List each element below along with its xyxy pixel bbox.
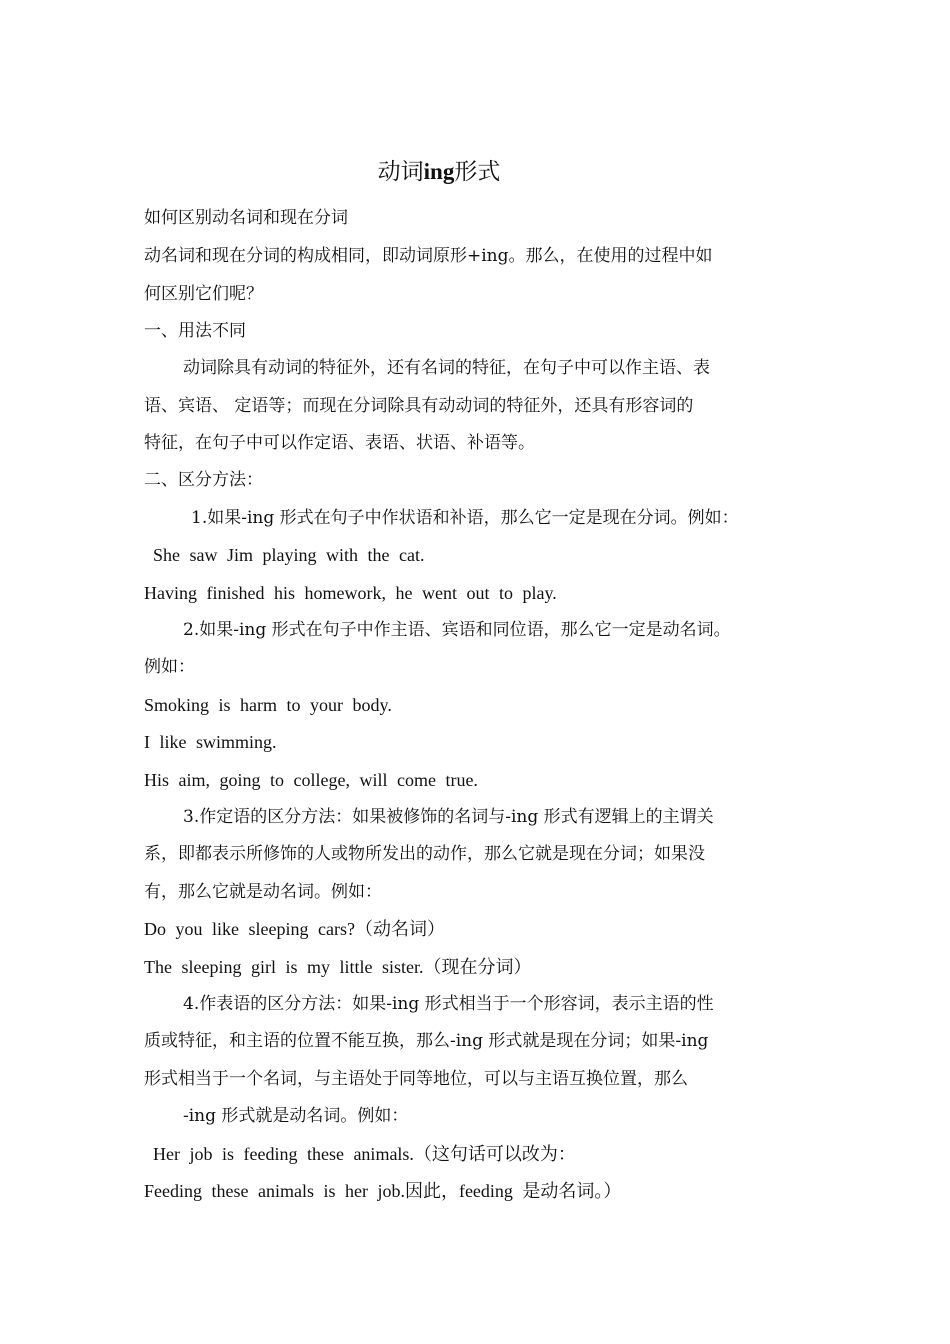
example-sentence: Feeding these animals is her job.因此，feeding 是动名词。）: [144, 1181, 622, 1201]
title-suffix: 形式: [454, 159, 501, 185]
paragraph-line: 特征，在句子中可以作定语、表语、状语、补语等。: [144, 433, 535, 453]
rule-line: 4.作表语的区分方法：如果-ing 形式相当于一个形容词，表示主语的性: [183, 994, 714, 1014]
example-sentence: She saw Jim playing with the cat.: [153, 545, 425, 565]
section-heading: 一、用法不同: [144, 321, 246, 341]
section-heading: 二、区分方法：: [144, 470, 263, 490]
rule-line: 1.如果-ing 形式在句子中作状语和补语，那么它一定是现在分词。例如：: [191, 508, 739, 528]
example-sentence: Do you like sleeping cars?（动名词）: [144, 919, 445, 939]
document-title: [0, 155, 878, 189]
rule-line: 3.作定语的区分方法：如果被修饰的名词与-ing 形式有逻辑上的主谓关: [183, 807, 714, 827]
paragraph-line: 动词除具有动词的特征外，还有名词的特征，在句子中可以作主语、表: [183, 358, 710, 378]
example-sentence: The sleeping girl is my little sister.（现在分词）: [144, 957, 532, 977]
paragraph-line: 质或特征，和主语的位置不能互换，那么-ing 形式就是现在分词；如果-ing: [144, 1031, 709, 1051]
example-sentence: Her job is feeding these animals.（这句话可以改为：: [153, 1144, 576, 1164]
title-prefix: 动词: [377, 159, 424, 185]
example-sentence: Smoking is harm to your body.: [144, 695, 392, 715]
title-bold: ing: [423, 159, 455, 184]
example-sentence: Having finished his homework, he went out to play.: [144, 583, 557, 603]
paragraph-line: 形式相当于一个名词，与主语处于同等地位，可以与主语互换位置，那么: [144, 1069, 688, 1089]
paragraph-line: 系，即都表示所修饰的人或物所发出的动作，那么它就是现在分词；如果没: [144, 844, 705, 864]
example-sentence: His aim, going to college, will come true.: [144, 770, 478, 790]
paragraph-line: 动名词和现在分词的构成相同，即动词原形+ing。那么，在使用的过程中如: [144, 246, 713, 266]
heading-line: 如何区别动名词和现在分词: [144, 208, 348, 228]
paragraph-line: 何区别它们呢？: [144, 284, 263, 304]
paragraph-line: 有，那么它就是动名词。例如：: [144, 882, 382, 902]
paragraph-line: 例如：: [144, 657, 195, 677]
paragraph-line: 语、宾语、 定语等；而现在分词除具有动动词的特征外，还具有形容词的: [144, 396, 694, 416]
rule-line: 2.如果-ing 形式在句子中作主语、宾语和同位语，那么它一定是动名词。: [183, 620, 731, 640]
paragraph-line: -ing 形式就是动名词。例如：: [183, 1106, 409, 1126]
example-sentence: I like swimming.: [144, 732, 277, 752]
